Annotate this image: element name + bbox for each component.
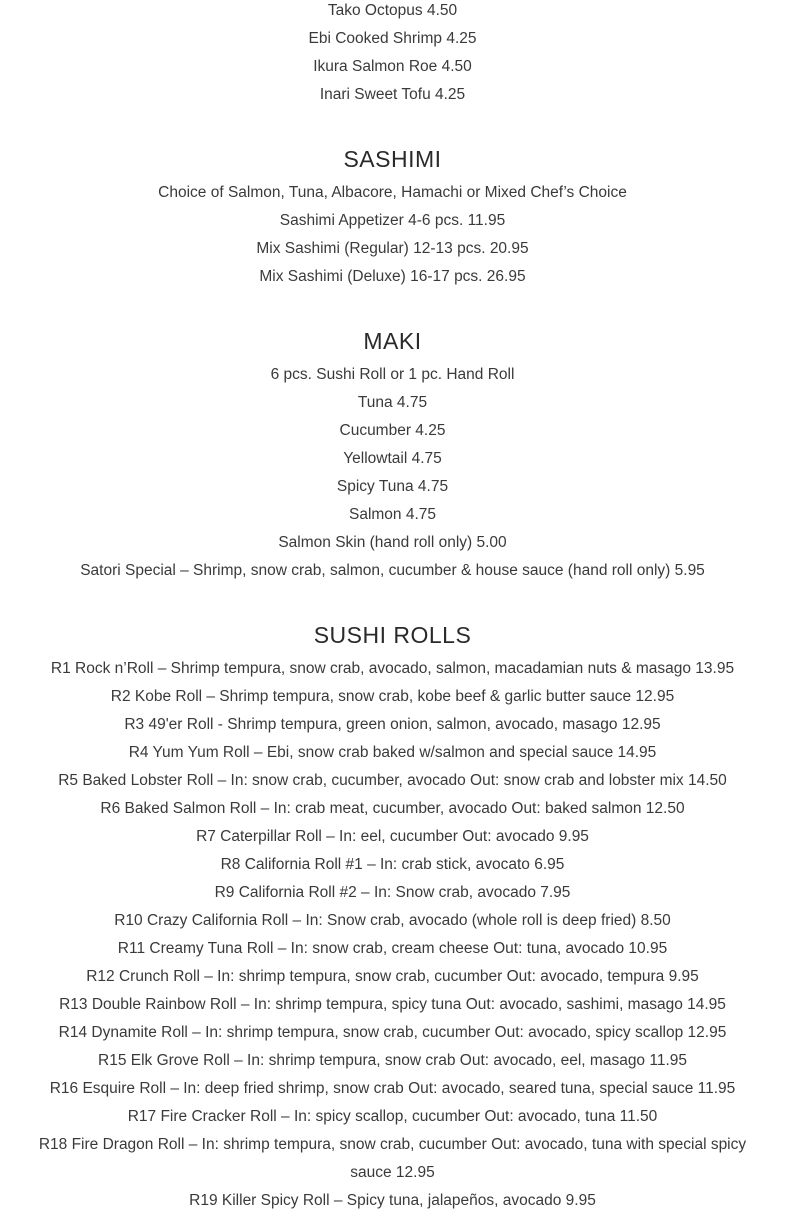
menu-item: R6 Baked Salmon Roll – In: crab meat, cucumber, avocado Out: baked salmon 12.50 bbox=[100, 800, 685, 817]
menu-item: Sashimi Appetizer 4-6 pcs. 11.95 bbox=[279, 212, 506, 229]
menu-item: Mix Sashimi (Deluxe) 16-17 pcs. 26.95 bbox=[259, 268, 526, 285]
section-note: Choice of Salmon, Tuna, Albacore, Hamachi or Mixed Chef’s Choice bbox=[158, 184, 627, 201]
menu-item: Mix Sashimi (Regular) 12-13 pcs. 20.95 bbox=[256, 240, 529, 257]
menu-item: Salmon Skin (hand roll only) 5.00 bbox=[278, 534, 507, 551]
menu-item: R2 Kobe Roll – Shrimp tempura, snow crab, kobe beef & garlic butter sauce 12.95 bbox=[110, 688, 675, 705]
menu-item: R10 Crazy California Roll – In: Snow crab, avocado (whole roll is deep fried) 8.50 bbox=[114, 912, 671, 929]
menu-item: R14 Dynamite Roll – In: shrimp tempura, snow crab, cucumber Out: avocado, spicy scallop 12.95 bbox=[58, 1024, 727, 1041]
menu-item: Cucumber 4.25 bbox=[339, 422, 446, 439]
menu-item: R11 Creamy Tuna Roll – In: snow crab, cream cheese Out: tuna, avocado 10.95 bbox=[117, 940, 668, 957]
menu-item: Satori Special – Shrimp, snow crab, salmon, cucumber & house sauce (hand roll only) 5.95 bbox=[80, 562, 705, 579]
menu-item: R5 Baked Lobster Roll – In: snow crab, cucumber, avocado Out: snow crab and lobster mix 14.50 bbox=[58, 772, 727, 789]
menu-item: R4 Yum Yum Roll – Ebi, snow crab baked w/salmon and special sauce 14.95 bbox=[128, 744, 657, 761]
menu-item: R16 Esquire Roll – In: deep fried shrimp, snow crab Out: avocado, seared tuna, special sauce 11.95 bbox=[49, 1080, 736, 1097]
menu-item: Yellowtail 4.75 bbox=[343, 450, 442, 467]
menu-item: Salmon 4.75 bbox=[348, 506, 437, 523]
sushi-rolls-section bbox=[0, 617, 785, 1215]
menu-item: R3 49'er Roll - Shrimp tempura, green onion, salmon, avocado, masago 12.95 bbox=[124, 716, 661, 733]
menu-item: Ebi Cooked Shrimp 4.25 bbox=[308, 30, 477, 47]
menu-item: R15 Elk Grove Roll – In: shrimp tempura, snow crab Out: avocado, eel, masago 11.95 bbox=[98, 1052, 687, 1069]
menu-item: Tako Octopus 4.50 bbox=[327, 2, 458, 19]
menu-item: R17 Fire Cracker Roll – In: spicy scallop, cucumber Out: avocado, tuna 11.50 bbox=[127, 1108, 658, 1125]
sashimi-section bbox=[0, 141, 785, 291]
menu-item: R1 Rock n’Roll – Shrimp tempura, snow crab, avocado, salmon, macadamian nuts & masago 13.95 bbox=[50, 660, 735, 677]
menu-item: R8 California Roll #1 – In: crab stick, avocato 6.95 bbox=[220, 856, 565, 873]
nigiri-section bbox=[0, 0, 785, 109]
section-heading-maki: MAKI bbox=[363, 328, 422, 354]
section-note: 6 pcs. Sushi Roll or 1 pc. Hand Roll bbox=[270, 366, 515, 383]
menu-item: Tuna 4.75 bbox=[357, 394, 428, 411]
menu-item: R7 Caterpillar Roll – In: eel, cucumber Out: avocado 9.95 bbox=[196, 828, 589, 845]
menu-item: Spicy Tuna 4.75 bbox=[336, 478, 449, 495]
menu-item: Ikura Salmon Roe 4.50 bbox=[313, 58, 472, 75]
menu-item: R19 Killer Spicy Roll – Spicy tuna, jalapeños, avocado 9.95 bbox=[189, 1192, 596, 1209]
section-heading-sushi-rolls: SUSHI ROLLS bbox=[313, 622, 472, 648]
menu-item: R13 Double Rainbow Roll – In: shrimp tempura, spicy tuna Out: avocado, sashimi, masago 14.95 bbox=[59, 996, 726, 1013]
menu-item: Inari Sweet Tofu 4.25 bbox=[319, 86, 466, 103]
maki-section bbox=[0, 323, 785, 585]
menu-item: R18 Fire Dragon Roll – In: shrimp tempura, snow crab, cucumber Out: avocado, tuna with special spicy sauce 12.95 bbox=[38, 1136, 747, 1181]
menu-item: R12 Crunch Roll – In: shrimp tempura, snow crab, cucumber Out: avocado, tempura 9.95 bbox=[86, 968, 699, 985]
section-heading-sashimi: SASHIMI bbox=[343, 146, 442, 172]
menu-item: R9 California Roll #2 – In: Snow crab, avocado 7.95 bbox=[214, 884, 571, 901]
